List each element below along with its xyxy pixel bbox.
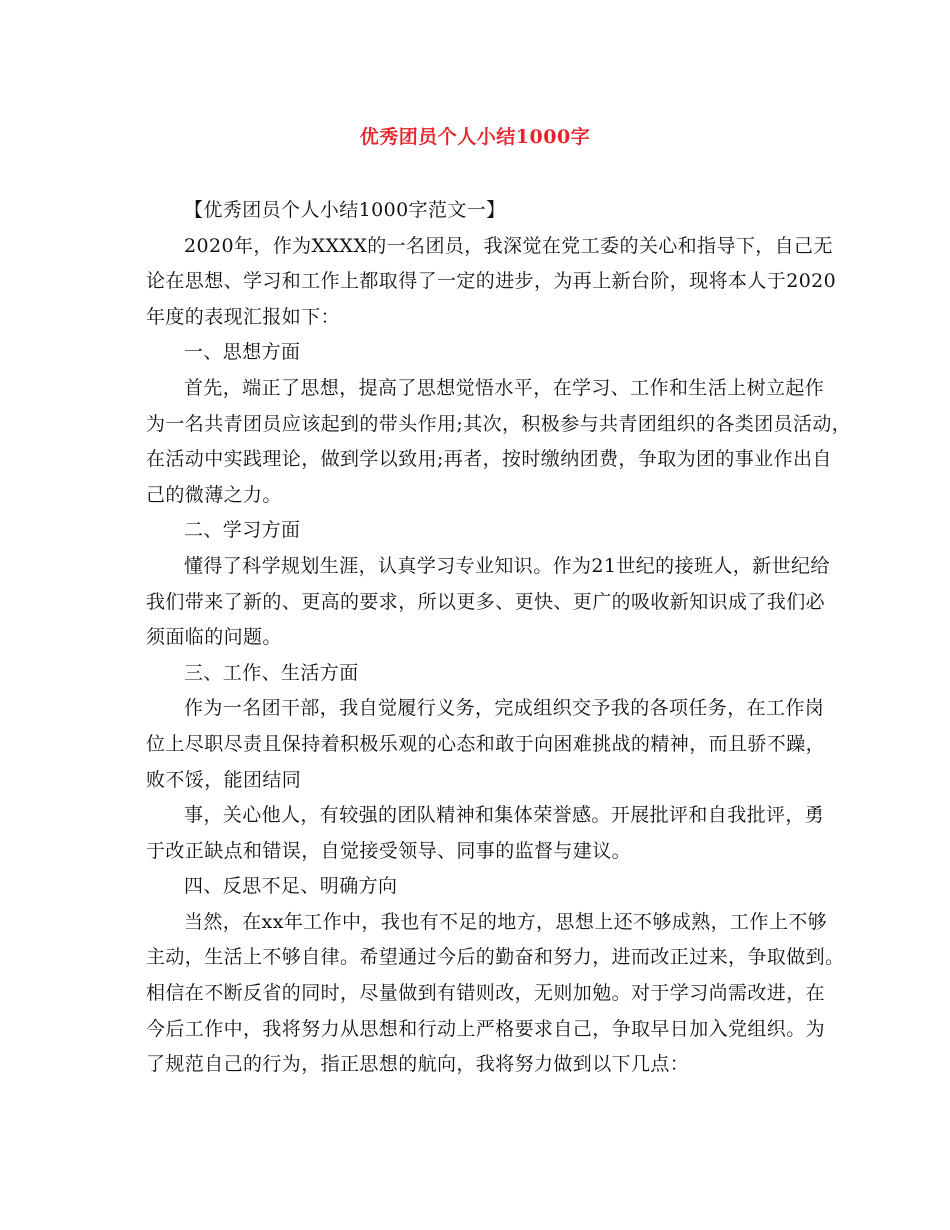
text-line: 懂得了科学规划生涯，认真学习专业知识。作为21世纪的接班人，新世纪给 [184, 554, 830, 577]
text-line: 事，关心他人，有较强的团队精神和集体荣誉感。开展批评和自我批评，勇 [184, 804, 825, 827]
text-line: 论在思想、学习和工作上都取得了一定的进步，为再上新台阶，现将本人于2020 [146, 270, 837, 293]
text-line: 年度的表现汇报如下： [146, 305, 341, 328]
text-line: 了规范自己的行为，指正思想的航向，我将努力做到以下几点： [146, 1053, 690, 1076]
text-line: 主动，生活上不够自律。希望通过今后的勤奋和努力，进而改正过来，争取做到。 [146, 946, 845, 969]
document-title: 优秀团员个人小结1000字 [359, 126, 591, 148]
text-line: 作为一名团干部，我自觉履行义务，完成组织交予我的各项任务，在工作岗 [184, 697, 825, 720]
text-line: 败不馁，能团结同 [146, 768, 302, 791]
text-line: 相信在不断反省的同时，尽量做到有错则改，无则加勉。对于学习尚需改进，在 [146, 982, 826, 1005]
text-line: 在活动中实践理论，做到学以致用;再者，按时缴纳团费，争取为团的事业作出自 [146, 448, 832, 471]
text-line: 三、工作、生活方面 [184, 661, 359, 684]
text-line: 四、反思不足、明确方向 [184, 875, 398, 898]
text-line: 为一名共青团员应该起到的带头作用;其次，积极参与共青团组织的各类团员活动， [146, 412, 852, 435]
document-body [146, 193, 852, 1083]
text-line: 位上尽职尽责且保持着积极乐观的心态和敢于向困难挑战的精神，而且骄不躁， [146, 732, 826, 755]
text-line: 首先，端正了思想，提高了思想觉悟水平，在学习、工作和生活上树立起作 [184, 376, 825, 399]
text-line: 一、思想方面 [184, 341, 301, 364]
text-line: 我们带来了新的、更高的要求，所以更多、更快、更广的吸收新知识成了我们必 [146, 590, 826, 613]
text-line: 今后工作中，我将努力从思想和行动上严格要求自己，争取早日加入党组织。为 [146, 1017, 826, 1040]
text-line: 2020年，作为XXXX的一名团员，我深觉在党工委的关心和指导下，自己无 [184, 234, 833, 257]
text-line: 须面临的问题。 [146, 626, 282, 649]
text-line: 当然，在xx年工作中，我也有不足的地方，思想上还不够成熟，工作上不够 [184, 910, 828, 933]
text-line: 二、学习方面 [184, 519, 301, 542]
text-line: 己的微薄之力。 [146, 483, 282, 506]
text-line: 【优秀团员个人小结1000字范文一】 [184, 199, 506, 221]
text-line: 于改正缺点和错误，自觉接受领导、同事的监督与建议。 [146, 839, 632, 862]
